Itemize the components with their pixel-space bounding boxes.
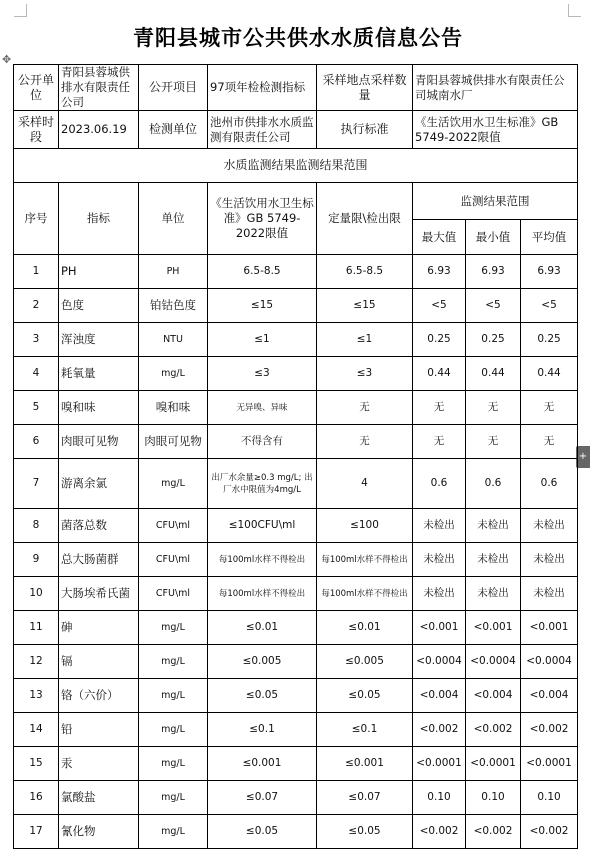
row-max: 无	[413, 425, 466, 459]
row-max: 无	[413, 391, 466, 425]
row-standard: ≤1	[208, 323, 317, 357]
water-quality-table	[13, 64, 578, 849]
table-row	[14, 255, 578, 289]
row-indicator: 游离余氯	[59, 459, 139, 509]
row-min: 未检出	[466, 577, 521, 611]
row-avg: <5	[521, 289, 578, 323]
row-indicator: 嗅和味	[59, 391, 139, 425]
row-unit: mg/L	[139, 781, 208, 815]
row-number: 3	[14, 323, 59, 357]
row-number: 17	[14, 815, 59, 849]
table-row	[14, 577, 578, 611]
row-indicator: 色度	[59, 289, 139, 323]
row-indicator: 铅	[59, 713, 139, 747]
row-avg: 未检出	[521, 577, 578, 611]
page-title: 青阳县城市公共供水水质信息公告	[133, 26, 463, 50]
row-limit: 无	[317, 425, 413, 459]
row-unit: mg/L	[139, 679, 208, 713]
row-indicator: 氰化物	[59, 815, 139, 849]
row-unit: mg/L	[139, 747, 208, 781]
info-value-sampling-period: 2023.06.19	[59, 111, 139, 149]
row-min: 未检出	[466, 543, 521, 577]
row-max: 0.6	[413, 459, 466, 509]
row-max: 未检出	[413, 577, 466, 611]
row-max: 0.25	[413, 323, 466, 357]
info-label-test-unit: 检测单位	[139, 111, 208, 149]
row-number: 15	[14, 747, 59, 781]
row-limit: ≤0.05	[317, 815, 413, 849]
row-min: <0.004	[466, 679, 521, 713]
row-min: 0.10	[466, 781, 521, 815]
row-min: <5	[466, 289, 521, 323]
row-unit: 嗅和味	[139, 391, 208, 425]
table-row	[14, 645, 578, 679]
row-standard: ≤0.05	[208, 679, 317, 713]
row-max: <0.002	[413, 815, 466, 849]
info-value-sampling-site: 青阳县蓉城供排水有限责任公司城南水厂	[413, 65, 578, 111]
header-min: 最小值	[466, 220, 521, 255]
row-number: 11	[14, 611, 59, 645]
row-number: 9	[14, 543, 59, 577]
row-standard: ≤0.05	[208, 815, 317, 849]
row-avg: <0.001	[521, 611, 578, 645]
row-unit: mg/L	[139, 645, 208, 679]
table-row	[14, 289, 578, 323]
row-limit: 无	[317, 391, 413, 425]
table-row	[14, 815, 578, 849]
info-value-test-unit: 池州市供排水水质监测有限责任公司	[208, 111, 317, 149]
table-row	[14, 679, 578, 713]
table-row	[14, 459, 578, 509]
row-avg: 0.44	[521, 357, 578, 391]
row-limit: ≤100	[317, 509, 413, 543]
row-standard: ≤0.1	[208, 713, 317, 747]
info-label-standard: 执行标准	[317, 111, 413, 149]
row-number: 2	[14, 289, 59, 323]
row-standard: 每100ml水样不得检出	[208, 577, 317, 611]
row-limit: ≤0.05	[317, 679, 413, 713]
info-label-sampling-period: 采样时段	[14, 111, 59, 149]
info-label-sampling-site: 采样地点采样数量	[317, 65, 413, 111]
row-indicator: 铬（六价）	[59, 679, 139, 713]
row-max: 0.10	[413, 781, 466, 815]
row-avg: 未检出	[521, 543, 578, 577]
row-standard: 每100ml水样不得检出	[208, 543, 317, 577]
row-standard: ≤0.005	[208, 645, 317, 679]
table-row	[14, 425, 578, 459]
row-max: 未检出	[413, 509, 466, 543]
row-limit: ≤15	[317, 289, 413, 323]
row-standard: ≤0.07	[208, 781, 317, 815]
row-limit: ≤0.001	[317, 747, 413, 781]
row-min: 未检出	[466, 509, 521, 543]
info-value-publish-item: 97项年检检测指标	[208, 65, 317, 111]
row-number: 5	[14, 391, 59, 425]
row-indicator: 肉眼可见物	[59, 425, 139, 459]
row-limit: ≤0.005	[317, 645, 413, 679]
row-limit: 4	[317, 459, 413, 509]
row-number: 16	[14, 781, 59, 815]
row-standard: ≤0.01	[208, 611, 317, 645]
move-handle-icon[interactable]: ✥	[2, 53, 12, 66]
row-unit: CFU\ml	[139, 577, 208, 611]
header-standard: 《生活饮用水卫生标准》GB 5749-2022限值	[208, 183, 317, 255]
row-unit: 铂钴色度	[139, 289, 208, 323]
row-indicator: 菌落总数	[59, 509, 139, 543]
row-number: 4	[14, 357, 59, 391]
row-limit: 每100ml水样不得检出	[317, 577, 413, 611]
row-limit: 6.5-8.5	[317, 255, 413, 289]
info-value-publish-unit: 青阳县蓉城供排水有限责任公司	[59, 65, 139, 111]
row-avg: 0.10	[521, 781, 578, 815]
row-max: <0.0001	[413, 747, 466, 781]
row-min: <0.002	[466, 815, 521, 849]
row-avg: <0.0001	[521, 747, 578, 781]
row-number: 8	[14, 509, 59, 543]
table-row	[14, 391, 578, 425]
info-row-2	[14, 111, 578, 149]
page-corner-mark-right	[568, 4, 581, 17]
header-indicator: 指标	[59, 183, 139, 255]
row-indicator: 汞	[59, 747, 139, 781]
header-row-1	[14, 183, 578, 220]
row-unit: CFU\ml	[139, 543, 208, 577]
row-unit: NTU	[139, 323, 208, 357]
info-label-publish-item: 公开项目	[139, 65, 208, 111]
info-row-1	[14, 65, 578, 111]
row-avg: 无	[521, 425, 578, 459]
row-avg: 6.93	[521, 255, 578, 289]
row-indicator: PH	[59, 255, 139, 289]
row-unit: mg/L	[139, 459, 208, 509]
table-row	[14, 357, 578, 391]
row-max: <0.002	[413, 713, 466, 747]
row-indicator: 氯酸盐	[59, 781, 139, 815]
row-unit: PH	[139, 255, 208, 289]
row-standard: ≤3	[208, 357, 317, 391]
table-row	[14, 781, 578, 815]
header-avg: 平均值	[521, 220, 578, 255]
row-max: <0.001	[413, 611, 466, 645]
header-unit: 单位	[139, 183, 208, 255]
row-max: 未检出	[413, 543, 466, 577]
row-limit: ≤3	[317, 357, 413, 391]
page-corner-mark-left	[14, 4, 27, 17]
row-avg: 0.25	[521, 323, 578, 357]
row-min: <0.0004	[466, 645, 521, 679]
row-unit: CFU\ml	[139, 509, 208, 543]
row-avg: 无	[521, 391, 578, 425]
row-standard: ≤100CFU\ml	[208, 509, 317, 543]
row-number: 6	[14, 425, 59, 459]
row-max: 6.93	[413, 255, 466, 289]
row-avg: <0.002	[521, 815, 578, 849]
table-row	[14, 323, 578, 357]
row-min: 0.6	[466, 459, 521, 509]
row-number: 7	[14, 459, 59, 509]
row-min: <0.0001	[466, 747, 521, 781]
header-max: 最大值	[413, 220, 466, 255]
table-row	[14, 747, 578, 781]
row-unit: mg/L	[139, 357, 208, 391]
row-indicator: 总大肠菌群	[59, 543, 139, 577]
row-limit: ≤1	[317, 323, 413, 357]
row-avg: <0.002	[521, 713, 578, 747]
row-avg: <0.004	[521, 679, 578, 713]
row-avg: 0.6	[521, 459, 578, 509]
row-standard: 无异嗅、异味	[208, 391, 317, 425]
row-standard: 出厂水余量≥0.3 mg/L; 出厂水中限值为4mg/L	[208, 459, 317, 509]
row-limit: ≤0.1	[317, 713, 413, 747]
row-number: 12	[14, 645, 59, 679]
row-number: 14	[14, 713, 59, 747]
row-max: <5	[413, 289, 466, 323]
row-min: 无	[466, 425, 521, 459]
row-max: 0.44	[413, 357, 466, 391]
row-max: <0.0004	[413, 645, 466, 679]
row-unit: mg/L	[139, 815, 208, 849]
row-avg: <0.0004	[521, 645, 578, 679]
row-number: 1	[14, 255, 59, 289]
row-indicator: 大肠埃希氏菌	[59, 577, 139, 611]
row-indicator: 镉	[59, 645, 139, 679]
row-max: <0.004	[413, 679, 466, 713]
row-limit: 每100ml水样不得检出	[317, 543, 413, 577]
row-standard: 不得含有	[208, 425, 317, 459]
row-unit: mg/L	[139, 611, 208, 645]
row-min: <0.001	[466, 611, 521, 645]
section-title: 水质监测结果监测结果范围	[14, 149, 578, 183]
row-number: 13	[14, 679, 59, 713]
row-min: 6.93	[466, 255, 521, 289]
row-avg: 未检出	[521, 509, 578, 543]
row-min: 0.25	[466, 323, 521, 357]
header-result-range: 监测结果范围	[413, 183, 578, 220]
row-standard: ≤15	[208, 289, 317, 323]
row-indicator: 浑浊度	[59, 323, 139, 357]
row-limit: ≤0.01	[317, 611, 413, 645]
table-row	[14, 509, 578, 543]
info-value-standard: 《生活饮用水卫生标准》GB 5749-2022限值	[413, 111, 578, 149]
header-limit: 定量限\检出限	[317, 183, 413, 255]
row-min: 0.44	[466, 357, 521, 391]
table-row	[14, 543, 578, 577]
row-min: <0.002	[466, 713, 521, 747]
row-standard: 6.5-8.5	[208, 255, 317, 289]
row-indicator: 耗氧量	[59, 357, 139, 391]
section-title-row	[14, 149, 578, 183]
row-indicator: 砷	[59, 611, 139, 645]
header-no: 序号	[14, 183, 59, 255]
info-label-publish-unit: 公开单位	[14, 65, 59, 111]
row-number: 10	[14, 577, 59, 611]
row-unit: mg/L	[139, 713, 208, 747]
table-row	[14, 713, 578, 747]
table-row	[14, 611, 578, 645]
row-unit: 肉眼可见物	[139, 425, 208, 459]
row-min: 无	[466, 391, 521, 425]
expand-right-icon[interactable]: +	[576, 446, 590, 468]
row-limit: ≤0.07	[317, 781, 413, 815]
row-standard: ≤0.001	[208, 747, 317, 781]
